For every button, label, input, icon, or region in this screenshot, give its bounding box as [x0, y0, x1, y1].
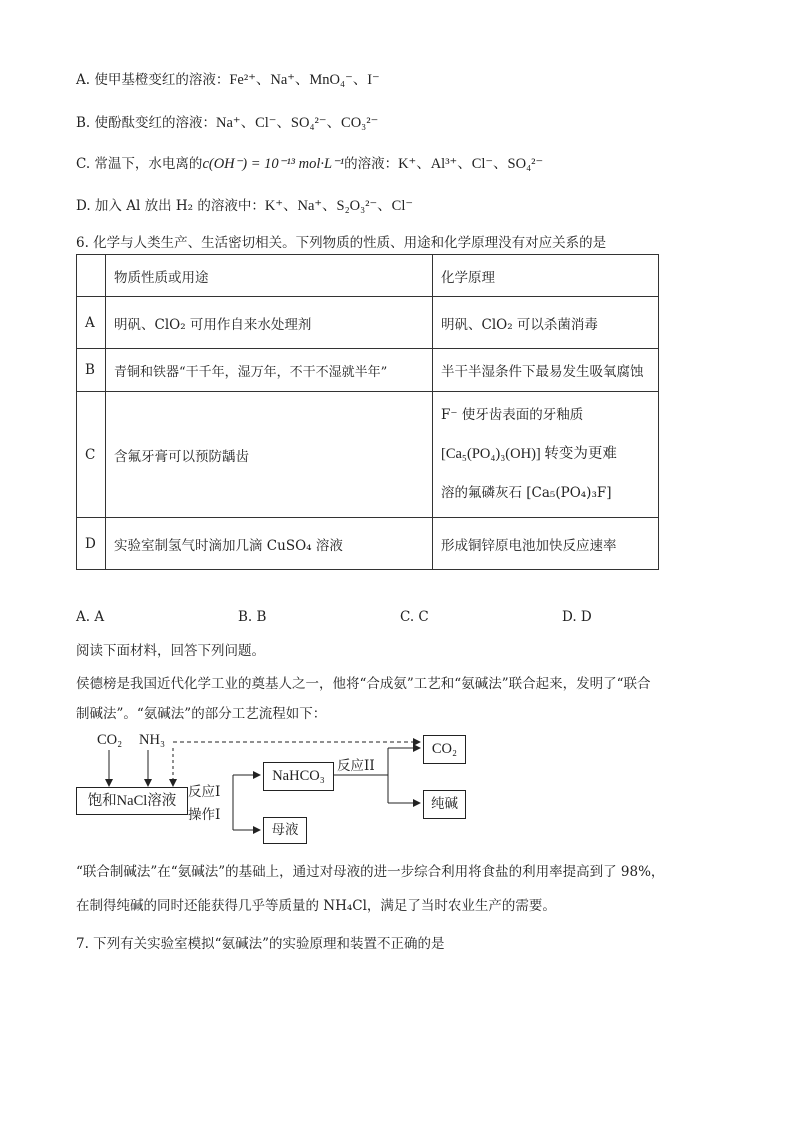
passage-intro: 阅读下面材料，回答下列问题。 — [76, 643, 265, 659]
q5-option-c-mid: 的溶液： — [344, 156, 399, 172]
q6-table — [76, 254, 659, 570]
row-principle: 形成铜锌原电池加快反应速率 — [433, 518, 659, 570]
q6-stem: 6. 化学与人类生产、生活密切相关。下列物质的性质、用途和化学原理没有对应关系的是 — [76, 235, 607, 251]
row-principle — [433, 392, 659, 518]
q6-option-b[interactable]: B. B — [238, 609, 267, 625]
passage-p1-line2: 制碱法”。“氨碱法”的部分工艺流程如下： — [76, 706, 327, 722]
flow-step2-label: 反应II — [337, 758, 375, 774]
table-row — [77, 297, 659, 349]
flow-co2-input: CO₂ — [97, 732, 123, 748]
q5-option-c-label: C. 常温下，水电离的 — [76, 156, 203, 172]
row-use: 实验室制氢气时滴加几滴 CuSO₄ 溶液 — [106, 518, 433, 570]
row-principle: 明矾、ClO₂ 可以杀菌消毒 — [433, 297, 659, 349]
flow-co2-output-box: CO₂ — [423, 735, 466, 764]
passage-p1-line1: 侯德榜是我国近代化学工业的奠基人之一，他将“合成氨”工艺和“氨碱法”联合起来，发明了“联合 — [76, 676, 651, 692]
row-key: A — [77, 297, 106, 349]
flow-step1-sub-label: 操作I — [188, 807, 221, 823]
q5-option-c — [76, 152, 543, 173]
table-header-cell — [77, 255, 106, 297]
row-use: 青铜和铁器“干千年，湿万年，不干不湿就半年” — [106, 349, 433, 392]
q6-option-a[interactable]: A. A — [76, 609, 105, 625]
flow-diagram — [76, 728, 496, 848]
flow-mother-liquor-box: 母液 — [263, 817, 307, 844]
q5-option-d-label: D. 加入 Al 放出 H₂ 的溶液中： — [76, 198, 265, 214]
flow-start-box: 饱和NaCl溶液 — [76, 787, 188, 815]
table-row — [77, 518, 659, 570]
flow-step1-label: 反应I — [188, 784, 221, 800]
passage-p2-line2: 在制得纯碱的同时还能获得几乎等质量的 NH₄Cl，满足了当时农业生产的需要。 — [76, 898, 556, 914]
principle-line: F⁻ 使牙齿表面的牙釉质 — [441, 407, 584, 423]
row-principle: 半干半湿条件下最易发生吸氧腐蚀 — [433, 349, 659, 392]
row-use: 明矾、ClO₂ 可用作自来水处理剂 — [106, 297, 433, 349]
table-header-cell: 化学原理 — [433, 255, 659, 297]
table-row — [77, 349, 659, 392]
q5-option-d — [76, 194, 413, 215]
q6-option-c[interactable]: C. C — [400, 609, 429, 625]
q5-option-a — [76, 68, 380, 89]
flow-soda-ash-box: 纯碱 — [423, 790, 466, 819]
q7-stem: 7. 下列有关实验室模拟“氨碱法”的实验原理和装置不正确的是 — [76, 936, 445, 952]
row-key: D — [77, 518, 106, 570]
row-key: C — [77, 392, 106, 518]
passage-p2-line1: “联合制碱法”在“氨碱法”的基础上，通过对母液的进一步综合利用将食盐的利用率提高到了 98%， — [76, 864, 665, 880]
table-header-row — [77, 255, 659, 297]
q5-option-b-label: B. 使酚酞变红的溶液： — [76, 115, 217, 131]
q5-option-c-ions: K⁺、Al³⁺、Cl⁻、SO₄²⁻ — [398, 156, 544, 172]
principle-line: [Ca₅(PO₄)₃(OH)] 转变为更难 — [441, 446, 617, 462]
q5-option-d-ions: K⁺、Na⁺、S₂O₃²⁻、Cl⁻ — [264, 198, 414, 214]
row-key: B — [77, 349, 106, 392]
q5-option-b — [76, 111, 378, 132]
principle-line: 溶的氟磷灰石 [Ca₅(PO₄)₃F] — [441, 485, 612, 501]
table-header-cell: 物质性质或用途 — [106, 255, 433, 297]
flow-nh3-input: NH₃ — [139, 732, 165, 748]
q5-option-a-ions: Fe²⁺、Na⁺、MnO₄⁻、I⁻ — [229, 72, 380, 88]
q5-option-a-label: A. 使甲基橙变红的溶液： — [76, 72, 230, 88]
flow-nahco3-box: NaHCO₃ — [263, 762, 334, 791]
table-row — [77, 392, 659, 518]
q5-option-b-ions: Na⁺、Cl⁻、SO₄²⁻、CO₃²⁻ — [216, 115, 379, 131]
row-use: 含氟牙膏可以预防龋齿 — [106, 392, 433, 518]
q6-option-d[interactable]: D. D — [562, 609, 592, 625]
q5-option-c-condition: c(OH⁻) = 10⁻¹³ mol·L⁻¹ — [202, 156, 345, 172]
